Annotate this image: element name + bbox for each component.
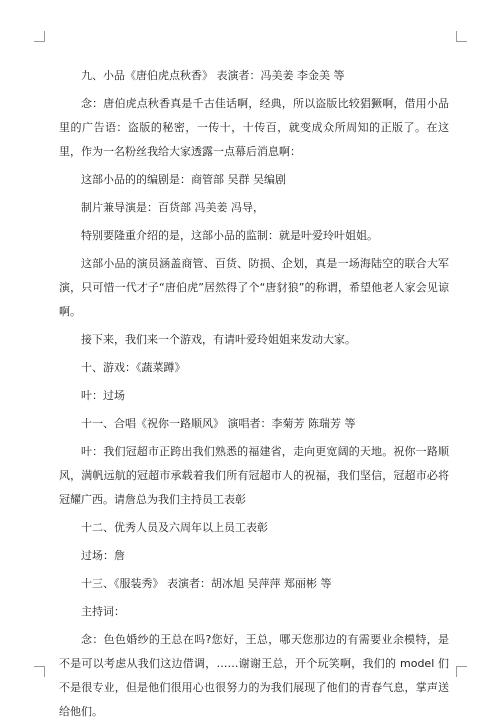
program-item-13-narration: 念：色色婚纱的王总在吗?您好，王总，哪天您那边的有需要业余模特，是不是可以考虑从我们这边借调，……谢谢王总，开个玩笑啊，我们的 model 们不是很专业，但是他们很用心也很努力的为我们展现了他们的青春气息，掌声送给他们。 [59, 633, 449, 718]
program-item-9-title: 九、小品《唐伯虎点秋香》 表演者：冯美姜 李金美 等 [81, 69, 345, 82]
cast-description: 这部小品的演员涵盖商管、百货、防损、企划，真是一场海陆空的联合大军演，只可惜一代才子“唐伯虎”居然得了个“唐豺狼”的称谓，希望他老人家会见谅啊。 [59, 257, 449, 318]
crop-mark-top-left [34, 31, 45, 42]
program-item-9-narration: 念：唐伯虎点秋香真是千古佳话啊，经典，所以盗版比较猖獗啊，借用小品里的广告语：盗版的秘密，一传十，十传百，就变成众所周知的正版了。在这里，作为一名粉丝我给大家透露一点幕后消息啊： [59, 97, 449, 158]
document-body [59, 64, 449, 728]
credit-director: 制片兼导演是：百货部 冯美姜 冯导， [81, 201, 264, 214]
program-item-11-narration: 叶：我们冠超市正跨出我们熟悉的福建省，走向更宽阔的天地。祝你一路顺风，满帆远航的冠超市承载着我们所有冠超市人的祝福，我们坚信，冠超市必将冠耀广西。请詹总为我们主持员工表彰 [59, 445, 449, 506]
program-item-10-transition: 叶：过场 [81, 389, 125, 402]
game-intro: 接下来，我们来一个游戏，有请叶爱玲姐姐来发动大家。 [81, 333, 356, 346]
program-item-12-transition: 过场：詹 [81, 549, 125, 562]
crop-mark-top-right [456, 31, 467, 42]
crop-mark-bottom-left [34, 666, 45, 677]
credit-screenwriter: 这部小品的的编剧是：商管部 吴群 吴编剧 [81, 173, 286, 186]
program-item-10-title: 十、游戏：《蔬菜蹲》 [81, 361, 186, 374]
crop-mark-bottom-right [456, 666, 467, 677]
credit-supervisor: 特别要隆重介绍的是，这部小品的监制：就是叶爱玲叶姐姐。 [81, 229, 378, 242]
program-item-11-title: 十一、合唱《祝你一路顺风》 演唱者：李菊芳 陈瑞芳 等 [81, 417, 356, 430]
host-script-label: 主持词： [81, 605, 125, 618]
program-item-12-title: 十二、优秀人员及六周年以上员工表彰 [81, 521, 268, 534]
program-item-13-title: 十三、《服装秀》 表演者：胡冰旭 吴萍萍 郑丽彬 等 [81, 577, 332, 590]
